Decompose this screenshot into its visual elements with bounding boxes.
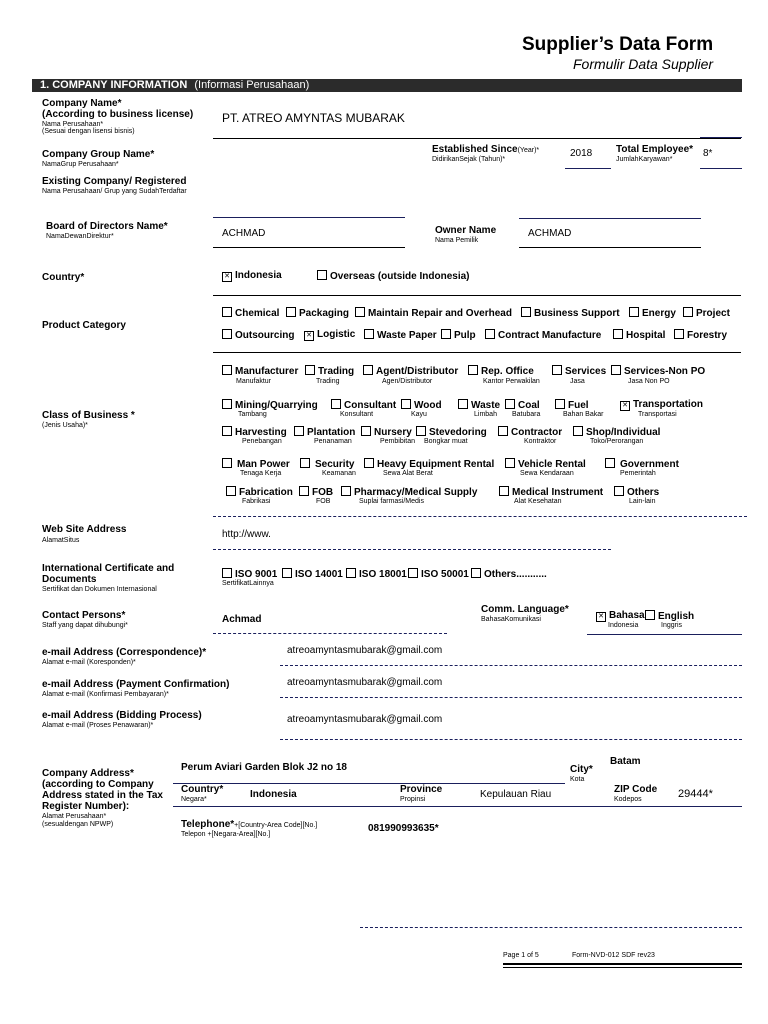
checkbox-icon	[485, 329, 495, 339]
checkbox-icon	[521, 307, 531, 317]
business-nursery[interactable]	[361, 426, 412, 438]
zip-sub: Kodepos	[614, 796, 642, 803]
telephone-label-text: Telephone*	[181, 819, 235, 830]
business-option-sub: Manufaktur	[236, 378, 272, 385]
business-trading[interactable]	[305, 365, 354, 377]
checkbox-icon	[355, 307, 365, 317]
product-option-label: Project	[696, 308, 730, 319]
language-english[interactable]	[645, 610, 694, 622]
province-label: Province	[400, 784, 443, 795]
country-label: Country*	[42, 272, 85, 283]
country-address-label: Country*	[181, 784, 224, 795]
footer-page: Page 1 of 5	[503, 952, 539, 959]
checkbox-icon	[363, 365, 373, 375]
product-pulp[interactable]	[441, 329, 476, 341]
business-medical-instrument[interactable]	[499, 486, 603, 498]
product-option-label: Logistic	[317, 329, 356, 340]
product-contract-manufacture[interactable]	[485, 329, 601, 341]
business-manufacturer[interactable]	[222, 365, 298, 377]
company-name-label: Company Name*	[42, 98, 122, 109]
employee-sub: JumlahKaryawan*	[616, 156, 673, 163]
product-option-label: Maintain Repair and Overhead	[368, 308, 512, 319]
business-option-label: Pharmacy/Medical Supply	[354, 487, 478, 498]
business-shop[interactable]	[573, 426, 660, 438]
checkbox-icon	[401, 399, 411, 409]
business-others[interactable]	[614, 486, 659, 498]
checkbox-icon	[364, 329, 374, 339]
certificate-option-label: ISO 9001	[235, 569, 278, 580]
checkbox-checked-icon	[596, 612, 606, 622]
business-option-label: Mining/Quarrying	[235, 400, 318, 411]
checkbox-icon	[458, 399, 468, 409]
website-label: Web Site Address	[42, 524, 127, 535]
website-sub: AlamatSitus	[42, 537, 80, 544]
owner-value[interactable]: ACHMAD	[528, 228, 572, 239]
language-sub: BahasaKomunikasi	[481, 616, 541, 623]
checkbox-icon	[222, 399, 232, 409]
business-option-label: Fabrication	[239, 487, 293, 498]
business-services-non-po[interactable]	[611, 365, 705, 377]
business-option-sub: Pemerintah	[620, 470, 656, 477]
email-bidding-value[interactable]: atreoamyntasmubarak@gmail.com	[287, 714, 443, 725]
company-name-sub: Nama Perusahaan*	[42, 121, 104, 128]
product-option-label: Waste Paper	[377, 330, 437, 341]
contact-value[interactable]: Achmad	[222, 614, 262, 625]
business-option-sub: Fabrikasi	[242, 498, 271, 505]
checkbox-checked-icon	[620, 401, 630, 411]
business-option-label: Services-Non PO	[624, 366, 706, 377]
business-option-sub: Jasa	[570, 378, 585, 385]
business-option-sub: Penebangan	[242, 438, 282, 445]
certificate-iso-50001[interactable]	[408, 568, 469, 580]
certificate-option-label: ISO 50001	[421, 569, 469, 580]
checkbox-icon	[346, 568, 356, 578]
province-sub: Propinsi	[400, 796, 426, 803]
established-label-text: Established Since	[432, 144, 518, 155]
checkbox-icon	[555, 399, 565, 409]
owner-label: Owner Name	[435, 225, 497, 236]
business-option-sub: Suplai farmasi/Medis	[359, 498, 424, 505]
checkbox-icon	[317, 270, 327, 280]
business-waste[interactable]	[458, 399, 500, 411]
business-plantation[interactable]	[294, 426, 355, 438]
business-option-sub: Sewa Kendaraan	[520, 470, 574, 477]
product-option-label: Outsourcing	[235, 330, 295, 341]
checkbox-icon	[222, 329, 232, 339]
business-option-label: Transportation	[633, 399, 704, 410]
product-forestry[interactable]	[674, 329, 727, 341]
checkbox-icon	[282, 568, 292, 578]
email-correspondence-label: e-mail Address (Correspondence)*	[42, 647, 207, 658]
checkbox-icon	[222, 307, 232, 317]
business-option-sub: Keamanan	[322, 470, 356, 477]
business-option-sub: Konsultant	[340, 411, 374, 418]
checkbox-icon	[222, 426, 232, 436]
business-option-label: Contractor	[511, 427, 563, 438]
certificate-label: International Certificate and	[42, 563, 175, 574]
business-fuel[interactable]	[555, 399, 589, 411]
country-option-label: Indonesia	[235, 270, 282, 281]
business-heavy-equipment[interactable]	[364, 458, 494, 470]
certificate-option-label: ISO 18001	[359, 569, 407, 580]
section-subtitle: (Informasi Perusahaan)	[194, 79, 310, 91]
checkbox-icon	[468, 365, 478, 375]
business-harvesting[interactable]	[222, 426, 287, 438]
zip-label: ZIP Code	[614, 784, 658, 795]
address-sub-2: (sesualdengan NPWP)	[42, 821, 114, 828]
certificate-iso-9001[interactable]	[222, 568, 277, 580]
business-option-sub: Kantor Perwakilan	[483, 378, 540, 385]
language-option-label: Bahasa	[609, 610, 645, 621]
address-label: Company Address*	[42, 768, 134, 779]
telephone-sub: Telepon +[Negara-Area][No.]	[181, 831, 271, 838]
company-group-sub: NamaGrup Perusahaan*	[42, 161, 119, 168]
product-logistic[interactable]	[304, 329, 355, 341]
checkbox-icon	[498, 426, 508, 436]
company-name-label-2: (According to business license)	[42, 109, 194, 120]
product-mro[interactable]	[355, 307, 512, 319]
checkbox-checked-icon	[222, 272, 232, 282]
checkbox-checked-icon	[304, 331, 314, 341]
checkbox-icon	[222, 365, 232, 375]
directors-label: Board of Directors Name*	[46, 221, 168, 232]
business-option-label: Plantation	[307, 427, 356, 438]
country-option-indonesia[interactable]	[222, 270, 282, 282]
business-security[interactable]	[300, 458, 354, 470]
product-option-label: Hospital	[626, 330, 666, 341]
country-option-overseas[interactable]	[317, 270, 470, 282]
checkbox-icon	[226, 486, 236, 496]
checkbox-icon	[505, 399, 515, 409]
owner-sub: Nama Pemilik	[435, 237, 479, 244]
checkbox-icon	[416, 426, 426, 436]
contact-sub: Staff yang dapat dihubungi*	[42, 622, 128, 629]
company-name-sub-2: (Sesuai dengan lisensi bisnis)	[42, 128, 135, 135]
product-energy[interactable]	[629, 307, 676, 319]
certificate-iso-18001[interactable]	[346, 568, 407, 580]
business-class-label: Class of Business *	[42, 410, 135, 421]
business-option-sub: Pembibitan	[380, 438, 416, 445]
certificate-sub: Sertifikat dan Dokumen Internasional	[42, 586, 157, 593]
province-value[interactable]: Kepulauan Riau	[480, 789, 552, 800]
product-option-label: Packaging	[299, 308, 350, 319]
established-unit: (Year)*	[517, 147, 540, 154]
business-option-label: Heavy Equipment Rental	[377, 459, 495, 470]
business-option-sub: Agen/Distributor	[382, 378, 433, 385]
checkbox-icon	[408, 568, 418, 578]
product-project[interactable]	[683, 307, 730, 319]
business-option-label: Harvesting	[235, 427, 287, 438]
checkbox-icon	[305, 365, 315, 375]
checkbox-icon	[222, 568, 232, 578]
company-name-value[interactable]: PT. ATREO AMYNTAS MUBARAK	[222, 111, 405, 125]
business-option-sub: Kayu	[411, 411, 427, 418]
product-option-label: Forestry	[687, 330, 728, 341]
checkbox-icon	[605, 458, 615, 468]
checkbox-icon	[611, 365, 621, 375]
language-option-sub: Inggris	[661, 622, 683, 629]
business-coal[interactable]	[505, 399, 540, 411]
business-contractor[interactable]	[498, 426, 562, 438]
company-group-label: Company Group Name*	[42, 149, 155, 160]
email-correspondence-value[interactable]: atreoamyntasmubarak@gmail.com	[287, 645, 443, 656]
directors-value[interactable]: ACHMAD	[222, 228, 266, 239]
product-option-label: Energy	[642, 308, 676, 319]
section-title: 1. COMPANY INFORMATION	[40, 79, 188, 91]
existing-company-label: Existing Company/ Registered	[42, 176, 187, 187]
employee-value[interactable]: 8*	[703, 148, 713, 159]
checkbox-icon	[629, 307, 639, 317]
business-option-sub: Jasa Non PO	[628, 378, 670, 385]
business-option-label: Services	[565, 366, 607, 377]
contact-label: Contact Persons*	[42, 610, 126, 621]
checkbox-icon	[505, 458, 515, 468]
business-option-sub: Bongkar muat	[424, 438, 468, 445]
business-option-label: Nursery	[374, 427, 412, 438]
business-option-label: Rep. Office	[481, 366, 534, 377]
established-label	[432, 144, 539, 156]
business-fabrication[interactable]	[226, 486, 293, 498]
established-value[interactable]: 2018	[570, 148, 593, 159]
email-payment-label: e-mail Address (Payment Confirmation)	[42, 679, 230, 690]
checkbox-icon	[364, 458, 374, 468]
language-label: Comm. Language*	[481, 604, 569, 615]
business-option-sub: FOB	[316, 498, 331, 505]
business-option-label: Consultant	[344, 400, 397, 411]
city-label: City*	[570, 764, 593, 775]
directors-sub: NamaDewanDirektur*	[46, 233, 114, 240]
address-label-4: Register Number):	[42, 801, 130, 812]
business-option-label: Trading	[318, 366, 355, 377]
product-business-support[interactable]	[521, 307, 620, 319]
email-correspondence-sub: Alamat e-mail (Koresponden)*	[42, 659, 136, 666]
business-wood[interactable]	[401, 399, 442, 411]
country-address-value[interactable]: Indonesia	[250, 789, 297, 800]
telephone-value[interactable]: 081990993635*	[368, 823, 439, 834]
certificate-option-label: Others...........	[484, 569, 547, 580]
business-agent[interactable]	[363, 365, 458, 377]
checkbox-icon	[300, 458, 310, 468]
checkbox-icon	[361, 426, 371, 436]
business-option-label: Man Power	[237, 459, 290, 470]
certificate-sub-2: SertifikatLainnya	[222, 580, 274, 587]
country-address-sub: Negara*	[181, 796, 207, 803]
business-option-sub: Kontraktor	[524, 438, 557, 445]
business-option-label: Others	[627, 487, 660, 498]
business-option-label: Wood	[414, 400, 442, 411]
business-man-power[interactable]	[222, 458, 290, 470]
product-waste-paper[interactable]	[364, 329, 437, 341]
checkbox-icon	[645, 610, 655, 620]
certificate-iso-14001[interactable]	[282, 568, 343, 580]
checkbox-icon	[222, 458, 232, 468]
checkbox-icon	[299, 486, 309, 496]
business-option-label: Security	[315, 459, 355, 470]
country-option-label: Overseas (outside Indonesia)	[330, 271, 470, 282]
business-government[interactable]	[605, 458, 679, 470]
city-sub: Kota	[570, 776, 585, 783]
checkbox-icon	[286, 307, 296, 317]
checkbox-icon	[683, 307, 693, 317]
footer-form-code: Form-NVD-012 SDF rev23	[572, 952, 655, 959]
telephone-format: +[Country-Area Code][No.]	[234, 822, 318, 829]
business-class-sub: (Jenis Usaha)*	[42, 422, 88, 429]
email-bidding-sub: Alamat e-mail (Proses Penawaran)*	[42, 722, 154, 729]
section-header	[32, 79, 742, 92]
product-chemical[interactable]	[222, 307, 279, 319]
checkbox-icon	[573, 426, 583, 436]
language-bahasa[interactable]	[596, 610, 645, 622]
email-bidding-label: e-mail Address (Bidding Process)	[42, 710, 202, 721]
business-option-sub: Limbah	[474, 411, 497, 418]
business-option-sub: Trading	[316, 378, 340, 385]
business-option-sub: Bahan Bakar	[563, 411, 604, 418]
business-stevedoring[interactable]	[416, 426, 487, 438]
business-fob[interactable]	[299, 486, 333, 498]
product-option-label: Pulp	[454, 330, 476, 341]
checkbox-icon	[441, 329, 451, 339]
business-option-label: Agent/Distributor	[376, 366, 459, 377]
telephone-label	[181, 819, 317, 831]
checkbox-icon	[294, 426, 304, 436]
business-services[interactable]	[552, 365, 606, 377]
business-vehicle-rental[interactable]	[505, 458, 586, 470]
email-payment-sub: Alamat e-mail (Konfirmasi Pembayaran)*	[42, 691, 169, 698]
product-option-label: Contract Manufacture	[498, 330, 602, 341]
address-sub: Alamat Perusahaan*	[42, 813, 107, 820]
language-option-sub: Indonesia	[608, 622, 639, 629]
website-value[interactable]: http://www.	[222, 529, 271, 540]
business-option-label: Coal	[518, 400, 540, 411]
established-sub: DidirikanSejak (Tahun)*	[432, 156, 506, 163]
business-option-label: FOB	[312, 487, 334, 498]
product-outsourcing[interactable]	[222, 329, 294, 341]
business-mining[interactable]	[222, 399, 318, 411]
business-option-sub: Alat Kesehatan	[514, 498, 562, 505]
city-value[interactable]: Batam	[610, 756, 641, 767]
business-option-label: Manufacturer	[235, 366, 299, 377]
language-option-label: English	[658, 611, 695, 622]
product-option-label: Business Support	[534, 308, 620, 319]
checkbox-icon	[499, 486, 509, 496]
checkbox-icon	[614, 486, 624, 496]
business-option-sub: Sewa Alat Berat	[383, 470, 433, 477]
business-pharmacy[interactable]	[341, 486, 477, 498]
business-option-sub: Lain-lain	[629, 498, 656, 505]
checkbox-icon	[331, 399, 341, 409]
form-subtitle: Formulir Data Supplier	[573, 56, 714, 72]
business-transportation[interactable]	[620, 399, 703, 411]
certificate-option-label: ISO 14001	[295, 569, 343, 580]
business-option-sub: Tenaga Kerja	[240, 470, 282, 477]
certificate-others[interactable]	[471, 568, 547, 580]
product-packaging[interactable]	[286, 307, 349, 319]
employee-label: Total Employee*	[616, 144, 694, 155]
zip-value[interactable]: 29444*	[678, 788, 713, 800]
address-label-3: Address stated in the Tax	[42, 790, 163, 801]
business-option-label: Government	[620, 459, 679, 470]
business-consultant[interactable]	[331, 399, 396, 411]
business-option-label: Shop/Individual	[586, 427, 661, 438]
certificate-label-2: Documents	[42, 574, 97, 585]
business-rep-office[interactable]	[468, 365, 534, 377]
email-payment-value[interactable]: atreoamyntasmubarak@gmail.com	[287, 677, 443, 688]
checkbox-icon	[341, 486, 351, 496]
product-category-label: Product Category	[42, 320, 126, 331]
product-option-label: Chemical	[235, 308, 280, 319]
business-option-label: Vehicle Rental	[518, 459, 586, 470]
checkbox-icon	[552, 365, 562, 375]
existing-company-sub: Nama Perusahaan/ Grup yang SudahTerdaftar	[42, 188, 187, 195]
checkbox-icon	[471, 568, 481, 578]
address-label-2: (according to Company	[42, 779, 154, 790]
business-option-sub: Batubara	[512, 411, 541, 418]
business-option-label: Stevedoring	[429, 427, 487, 438]
checkbox-icon	[613, 329, 623, 339]
business-option-label: Waste	[471, 400, 501, 411]
business-option-sub: Tambang	[238, 411, 267, 418]
business-option-sub: Toko/Perorangan	[590, 438, 644, 445]
checkbox-icon	[674, 329, 684, 339]
business-option-label: Fuel	[568, 400, 589, 411]
address-value[interactable]: Perum Aviari Garden Blok J2 no 18	[181, 762, 347, 773]
product-hospital[interactable]	[613, 329, 665, 341]
form-title: Supplier’s Data Form	[522, 34, 714, 55]
business-option-label: Medical Instrument	[512, 487, 604, 498]
business-option-sub: Penanaman	[314, 438, 352, 445]
business-option-sub: Transportasi	[638, 411, 677, 418]
